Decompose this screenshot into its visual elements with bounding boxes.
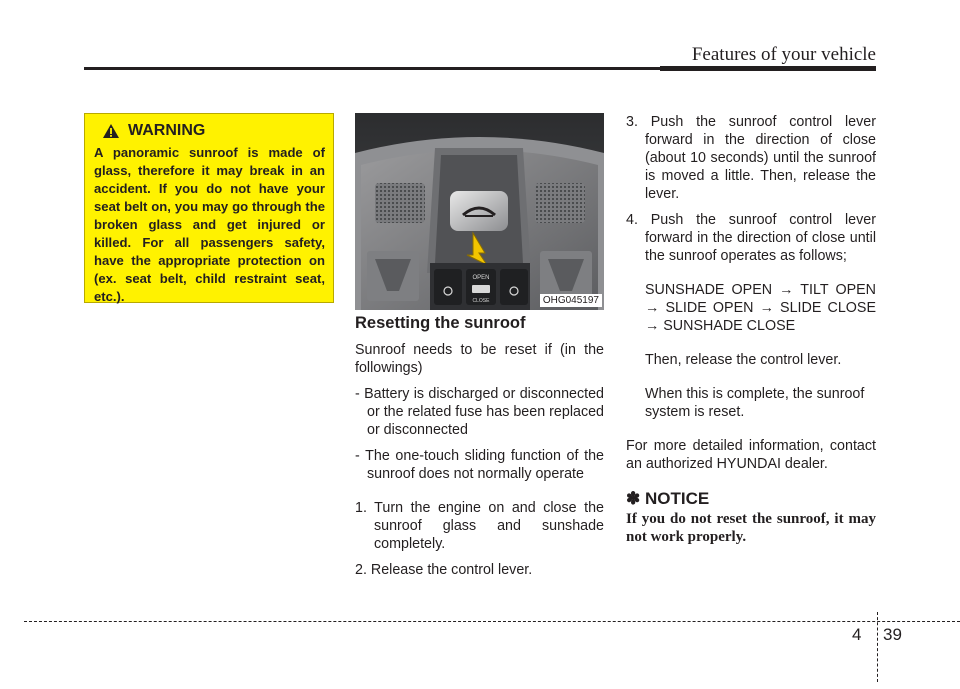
column-middle [355, 314, 604, 579]
footer-rule [24, 621, 960, 622]
warning-header [94, 122, 325, 140]
step-item: 4. Push the sunroof control lever forward in the direction of close until the sunroof operates as follows; [626, 212, 876, 264]
overhead-console-illustration [355, 113, 604, 310]
step-item: 1. Turn the engine on and close the sunroof glass and sunshade completely. [355, 500, 604, 552]
page-number: 39 [883, 625, 902, 644]
step-item: 2. Release the control lever. [355, 562, 533, 578]
warning-text: A panoramic sunroof is made of glass, therefore it may break in an accident. If you do not have your seat belt on, you may go through the broken glass and get injured or killed. For all passengers safety, have the appropriate protection on (ex. seat belt, child restraint seat, etc.). [94, 145, 325, 304]
release-instruction: Then, release the control lever. [645, 352, 842, 368]
operation-sequence: SUNSHADE OPEN → TILT OPEN → SLIDE OPEN → SLIDE CLOSE → SUNSHADE CLOSE [645, 282, 876, 334]
condition-item: - Battery is discharged or disconnected or the related fuse has been replaced or disconnected [355, 386, 604, 438]
header-title: Features of your vehicle [691, 44, 876, 65]
step-item: 3. Push the sunroof control lever forward in the direction of close (about 10 seconds) until the sunroof is moved a little. Then, release the lever. [626, 114, 876, 202]
section-title: Resetting the sunroof [355, 314, 526, 332]
open-label: OPEN [472, 275, 490, 281]
notice-title: ✽ NOTICE [626, 489, 710, 508]
header-rule-accent [660, 66, 876, 71]
dealer-info: For more detailed information, contact an authorized HYUNDAI dealer. [626, 438, 876, 472]
warning-title: WARNING [128, 122, 206, 139]
condition-item: - The one-touch sliding function of the sunroof does not normally operate [355, 448, 604, 482]
section-intro: Sunroof needs to be reset if (in the followings) [355, 342, 604, 376]
warning-box [84, 113, 334, 303]
sunroof-control-photo [355, 113, 604, 310]
column-right [626, 113, 876, 546]
chapter-number: 4 [852, 625, 862, 644]
close-label: CLOSE [472, 298, 490, 304]
warning-triangle-icon [102, 123, 120, 139]
notice-text: If you do not reset the sunroof, it may not work properly. [626, 511, 876, 545]
figure-code: OHG045197 [540, 294, 602, 307]
reset-complete: When this is complete, the sunroof system is reset. [645, 386, 865, 420]
footer-divider [877, 612, 879, 682]
